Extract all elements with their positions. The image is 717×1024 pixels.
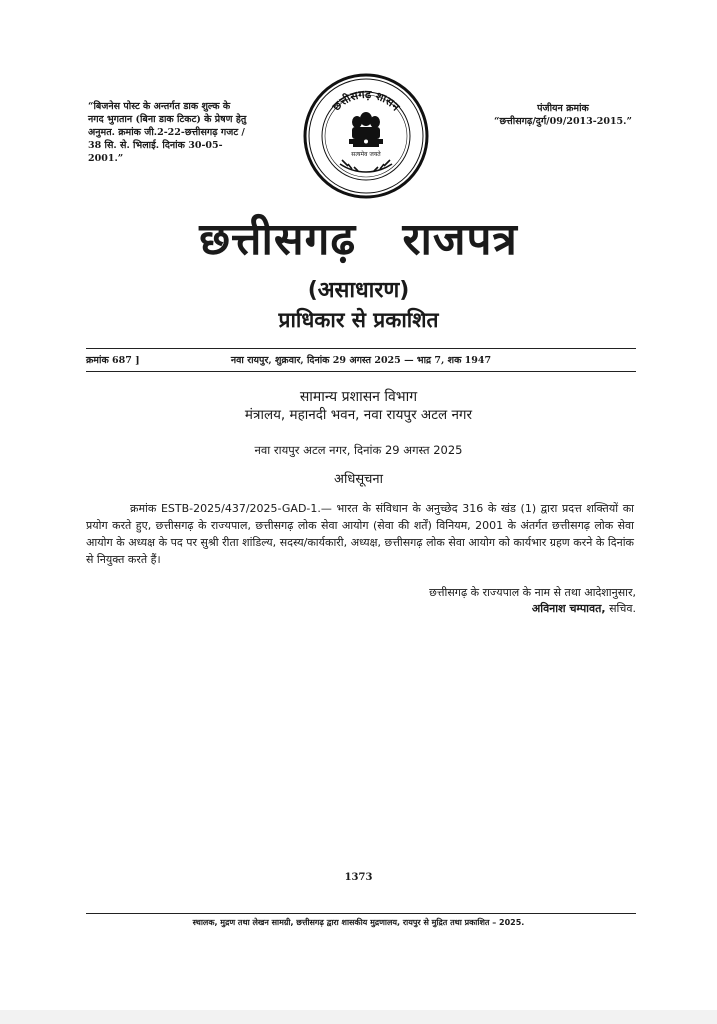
printer-footer: स्चालक, मुद्रण तथा लेखन सामग्री, छत्तीसगढ़ द्वारा शासकीय मुद्रणालय, रायपुर से मुद्रित तथा प्रकाशित – 2025. — [192, 918, 525, 927]
notification-body: क्रमांक ESTB-2025/437/2025-GAD-1.— भारत के संविधान के अनुच्छेद 316 के खंड (1) द्वारा प्रदत्त शक्तियों का प्रयोग करते हुए, छत्तीसगढ़ के राज्यपाल, छत्तीसगढ़ लोक सेवा आयोग (सेवा की शर्तें) विनियम, 2001 के अंतर्गत छत्तीसगढ़ लोक सेवा आयोग के अध्यक्ष के पद पर सुश्री रीता शांडिल्य, सदस्य/कार्यकारी, अध्यक्ष, छत्तीसगढ़ लोक सेवा आयोग को कार्यभार ग्रहण करने के दिनांक से नियुक्त करते हैं। — [86, 502, 634, 566]
gazette-type: (असाधारण) — [307, 278, 410, 303]
registration-number: “छत्तीसगढ़/दुर्ग/09/2013-2015.” — [494, 116, 632, 127]
divider-top — [86, 348, 636, 349]
notification-heading: अधिसूचना — [334, 472, 383, 487]
emblem-ring-text: छत्तीसगढ़ शासन — [329, 87, 403, 114]
emblem-graphic — [302, 72, 430, 200]
gazette-title: छत्तीसगढ़ राजपत्र — [199, 214, 518, 265]
notification-date: नवा रायपुर अटल नगर, दिनांक 29 अगस्त 2025 — [254, 443, 463, 457]
issue-date: नवा रायपुर, शुक्रवार, दिनांक 29 अगस्त 2025 — भाद्र 7, शक 1947 — [230, 355, 492, 366]
postal-permit-note: “बिजनेस पोस्ट के अन्तर्गत डाक शुल्क के नगद भुगतान (बिना डाक टिकट) के प्रेषण हेतु अनुमत. क्रमांक जी.2-22-छत्तीसगढ़ गजट / 38 सि. से. भिलाई. दिनांक 30-05-2001.” — [88, 101, 247, 164]
lion-capital-icon — [349, 112, 383, 147]
emblem-motto: सत्यमेव जयते — [351, 151, 381, 158]
scan-bottom-edge — [0, 1010, 717, 1024]
footer-divider — [86, 913, 636, 914]
wheat-ears-icon — [340, 160, 392, 172]
registration-label: पंजीयन क्रमांक — [537, 103, 589, 114]
issue-number: क्रमांक 687 ] — [86, 355, 140, 366]
page-number: 1373 — [344, 872, 373, 883]
divider-bottom — [86, 371, 636, 372]
state-emblem-seal — [302, 72, 430, 200]
department-name: सामान्य प्रशासन विभाग — [299, 389, 418, 405]
signatory — [300, 601, 636, 617]
svg-text:छत्तीसगढ़ शासन — [329, 88, 402, 114]
signatory-designation: सचिव. — [609, 602, 636, 615]
order-line: छत्तीसगढ़ के राज्यपाल के नाम से तथा आदेशानुसार, — [429, 586, 636, 599]
department-address: मंत्रालय, महानदी भवन, नवा रायपुर अटल नगर — [244, 407, 473, 423]
registration-block — [478, 102, 648, 128]
authority-line: प्राधिकार से प्रकाशित — [278, 308, 439, 332]
signatory-name: अविनाश चम्पावत, — [531, 602, 606, 615]
issue-line — [86, 350, 636, 368]
